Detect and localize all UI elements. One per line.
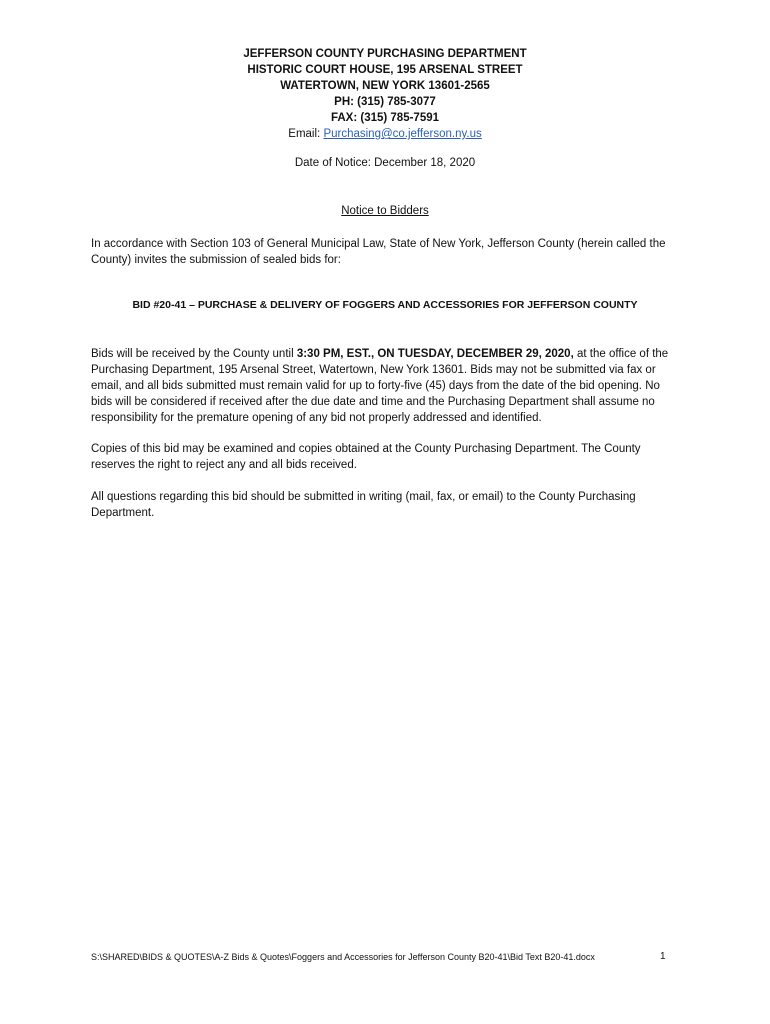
page-number: 1 [660,951,666,962]
bids-paragraph-end: at the office of the Purchasing Department, 195 Arsenal Street, Watertown, New York 13601. Bids may not be submitted via fax or email, and all bids submitted must remain valid for up to forty-five (45) days from the date of the bid opening. No bids will be considered if received after the due date and time and the Purchasing Department shall assume no responsibility for the premature opening of any bid not properly addressed and identified. [91,348,669,424]
questions-paragraph: All questions regarding this bid should be submitted in writing (mail, fax, or email) to the County Purchasing Department. [91,491,636,519]
department-fax: FAX: (315) 785-7591 [330,112,440,124]
department-city: WATERTOWN, NEW YORK 13601-2565 [280,80,490,92]
bids-paragraph-start: Bids will be received by the County until [91,348,297,360]
footer-file-path: S:\SHARED\BIDS & QUOTES\A-Z Bids & Quotes\Foggers and Accessories for Jefferson County B20-41\Bid Text B20-41.docx [91,952,595,962]
department-email [0,126,770,142]
email-link[interactable]: Purchasing@co.jefferson.ny.us [323,128,482,140]
letterhead [0,46,770,142]
notice-title: Notice to Bidders [341,205,429,217]
bid-title: BID #20-41 – PURCHASE & DELIVERY OF FOGGERS AND ACCESSORIES FOR JEFFERSON COUNTY [132,299,638,311]
bid-deadline: 3:30 PM, EST., ON TUESDAY, DECEMBER 29, 2020, [296,348,574,360]
department-name: JEFFERSON COUNTY PURCHASING DEPARTMENT [243,48,527,60]
intro-paragraph: In accordance with Section 103 of General Municipal Law, State of New York, Jefferson County (herein called the County) invites the submission of sealed bids for: [91,238,666,266]
email-label: Email: [288,128,324,140]
bids-paragraph [91,346,681,426]
date-of-notice: Date of Notice: December 18, 2020 [294,157,476,169]
copies-paragraph: Copies of this bid may be examined and copies obtained at the County Purchasing Department. The County reserves the right to reject any and all bids received. [91,443,641,471]
department-phone: PH: (315) 785-3077 [334,96,436,108]
department-address: HISTORIC COURT HOUSE, 195 ARSENAL STREET [247,64,523,76]
